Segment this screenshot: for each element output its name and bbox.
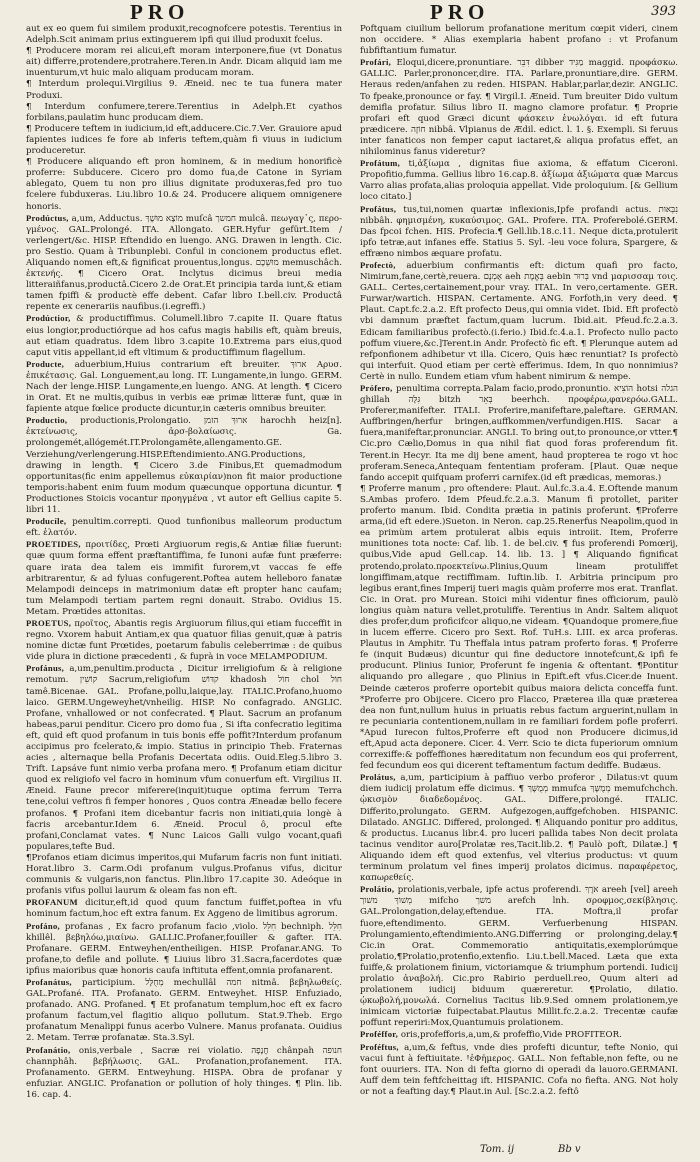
tome-label: Tom. ij bbox=[480, 1144, 515, 1155]
entry-text: ¶ Interdum prolequi.Virgilius 9. Æneid. nec te tua funera mater Produxi. bbox=[26, 79, 342, 101]
entry-headword: PROETUS, bbox=[26, 617, 72, 628]
dictionary-entry bbox=[360, 204, 678, 260]
dictionary-entry bbox=[26, 24, 342, 46]
dictionary-entry bbox=[360, 772, 678, 884]
dictionary-entry bbox=[360, 1042, 678, 1098]
page-number: 393 bbox=[651, 4, 676, 19]
entry-headword: Profáno, bbox=[26, 920, 60, 931]
entry-text: a,um,& feftus, vnde dies profefti dicuntur, tefte Nonio, qui vacui funt à feftiuitate. ꞋἐΦἡμερος. GALL. Non feftable,non fefte, ou ne font ouuriers. ITA. Non di fefta giorno di operadi da lauoro.GERMANI. Auff dem tein feftfcheittag ift. HISPANIC. Cofa no fiefta. ANG. Not holy or not a feafting day.¶ Plaut.in Aul. [Sc.2.a.2. feftô bbox=[360, 1042, 678, 1097]
entry-headword: Profánus, bbox=[26, 663, 65, 674]
header-left-guide-word: PRO bbox=[130, 0, 190, 24]
page-footer bbox=[0, 1142, 700, 1160]
dictionary-entry bbox=[26, 539, 342, 618]
entry-text: a,um, Adductus. מוֹצָא מוּשָׁךְ muſcâ חמשך mulcâ. πεωγαγ᾽ς, περο-γμένος. GAL.Prolongé. ITA. Allongato. GER.Hyfur gefürt.Item / verlengert/&c. HISP. Eftendido en luengo. ANG. Drawen in length. Cic. pro Sestio. Quam à Tribunplebi. Conful in concionem productus eflet. Aliquando nomen eft,& fignificat prouentus,longus. מוּשְׁכָם memuschâch. ἐκτενής. ¶ Cicero Orat. Inclytus dicimus breui media litteraiñfanus,productâ.Cicero 2.de Orat.Et principia tarda iunt,& etiam tamen fpiffi & productè effe debent. Cafar libro I.bell.civ. Productâ repente ex cenerariis naufibus.(i.egreffi.) bbox=[26, 213, 342, 313]
entry-text: aduerbium confirmantis eft: dictum quafi pro facto, Nimirum,fane,certè,reuera. אָמְנָם aeh בְּאֱמֶת aebin בְּרוּר vnd μαρισσαμ τοις. GALL. Certes,certainement,pour vray. ITAL. In vero,certamente. GER. Furwar/wartich. HISPAN. Certamente. ANG. Forfoth,in very deed. ¶ Plaut. Capt.fc.2.a.2. Eft profecto Deus,qui omnia videt. Ibid. Eft profectò vbi damnum præftet factum,quam lucrum. Ibid.ait. Pfeud.fc.2.a.3. Edicam familiaribus profectò.(i.ferio.) Ibid.fc.4.a.1. Profecto nullo pacto poffum viuere,&c.]Terent.in Andr. Profectò fic eft. ¶ Plerunque autem ad refponfionem adhibetur vt illa. Cicero, Quis hæc renuntiat? Is profectò qui interfuit. Quod etiam per certè efferimus. Idem, In quo nonnimius? Certè in nullo. Eundem etiam vfum habent nimirum & nempe. bbox=[360, 260, 678, 382]
entry-text: a,um,penultim.producta , Dicitur irreligiofum & à religione remotum. קוֹשִׁין Sacrum,religiofum קדּוֹשׁ khadosh חוֹל chol חוֹל tamê.Bicenae. GAL. Profane,pollu,laique,lay. ITALIC.Profano,huomo laico. GERM.Ungeweyhet/vnheilig. HISP. No confagrado. ANGLIC. Profane, vnhallowed or not confecrated. ¶ Plaut. Sacrum an profanum habeas,parui penditur. Cicero pro domo fua , Si ifta confecratio legitima eft, quid eft quod profanum in tuis bonis effe poffit?Interdum profanum accipimus pro fcelerato,& impio. Statius in principio Theb. Fraternas acies , alternaque bella Profanis Decertata odiis. Ouid.Eleg.5.libro 3. Trift. Lapsáve funt nimio verba profana mero. ¶ Profanum etiam dicitur quod ex religiofo vel facro in hominum vfum conuerfum eft. Virgilius II. Æneid. Faune precor miferere(inquit)tuque optima ferrum Terra tene,colui veftros fi femper honores , Quos contra Æneadæ bello fecere profanos. ¶ Profani item dicebantur facris non initiati,quia longè à facris arcebantur.Idem 6. Æneid. Procul ô, procul efte profani,Conclamat vates. ¶ Nunc Laicos Galli vulgo vocant,quafi populares,tefte Bud. bbox=[26, 664, 342, 852]
dictionary-entry bbox=[360, 158, 678, 203]
entry-text: ti,ἀξίωμα , dignitas fiue axioma, & effatum Ciceroni. Propofitio,fumma. Gellius libro 16.cap.8. ἀξίωμα ἀξιώματα quæ Marcus Varro alias profata,alias proloquia appellat. Vide proloquium. [& Gellium loco citato.] bbox=[360, 159, 678, 203]
entry-headword: Productio, bbox=[26, 415, 68, 426]
dictionary-entry bbox=[26, 313, 342, 358]
entry-headword: Profátus, bbox=[360, 203, 397, 214]
entry-headword: PROETIDES, bbox=[26, 539, 81, 550]
entry-text: ¶Profanos etiam dicimus imperitos,qui Mufarum facris non funt initiati. Horat.libro 3. Carm.Odi profanum vulgus.Profanus vifus, dicitur communis & vulgaris,non fanctus. Plin.libro 17.capite 30. Adeóque in profanis vifus pollui laurum & oleam fas non eft. bbox=[26, 852, 342, 897]
entry-text: a,um, participium à paffiuo verbo proferor , Dilatus:vt quum diem iudicij prolatum effe dicimus. ¶ מְמֻשָּׁךְ mmufca מְמֻשָּׁךְ memufchchch. ᾠκισμὸν διαδεδομένος. GAL. Differe,prolongé. ITALIC. Differito,prolungato. GERM. Aufgezogen,auffgefchoben. HISPANIC. Dilatado. ANGLIC. Differed, prolonged. ¶ Aliquando ponitur pro additus, & productus. Lucanus libr.4. pro luceri pallida tabes Non decit prolata tacinus venditor auro[Prolatæ res,Tacit.lib.2. ¶ Paulò poft, Dilatæ.] ¶ Aliquando idem eft quod extenfus, vel vlterius productus: vt quum terminum prolatum vel fines imperij prolatos dicimus. παραφέρετος, καπωρεθείς. bbox=[360, 773, 678, 884]
dictionary-entry bbox=[360, 1029, 678, 1041]
entry-text: aut ex eo quem fui similem produxit,recognofcere potestis. Terentius in Adelph.Scit animam prius extinguerem ipfi qui illud produxit fcelus. bbox=[26, 24, 342, 46]
entry-text: προιτίδες, Prœti Argiuorum regis,& Antiæ filiæ fuerunt: quæ quum forma effent præftantiffima, fe Iunoni aufæ funt præferre: quare irata dea talem eis immifit furorem,vt vaccas fe effe arbitrarentur, & ad fyluas confugerent.Poftea autem helleboro fanatæ Melampodi deinceps in matrimonium datæ eft propter hanc caufam; tum Melampodi tertiam partem regni donauit. Strabo. Ovidius 15. Metam. Prœtides attonitas. bbox=[26, 540, 342, 617]
left-column bbox=[26, 24, 342, 1140]
dictionary-entry bbox=[360, 884, 678, 1029]
entry-text: ¶ Interdum confumere,terere.Terentius in Adelph.Et cyathos forbilans,paulatim hunc producam diem. bbox=[26, 101, 342, 123]
dictionary-entry bbox=[360, 24, 678, 57]
dictionary-entry bbox=[360, 383, 678, 484]
dictionary-entry bbox=[26, 213, 342, 314]
entry-text: ¶ Proferre manum , pro oftendere: Plaut. Aul.fc.3.a.4. E.Oftende manum S.Ambas profero. Idem Pfeud.fc.2.a.3. Manum fi protollet, pariter proferto manum. Ibid. Condita prætia in patinis proferunt. ¶Proferre arma,(id eft edere.)Sueton. in Neron. cap.25.Renerfus Neapolim,quod in ea primùm artem protulerat albis equis introiit. Item, Proferre munitiones tota nocte: Caf. lib. 1. de bel.civ. ¶ fus proferendi Pomœrij, quibus,Vide apud Gell.cap. 14. lib. 13. ] ¶ Aliquando fignificat protendo,prolato.προεκτείνω.Plinius,Quum lineam protuliffet longiffimam,atque rectiffimam. Iuftin.lib. I. Arbitria principum pro legibus erant,fines Imperij tueri magis quàm proferre mos erat. Tranflat. Cic. in Orat. pro Murean. Stoici mihi videntur fines officiorum, paulò longius quàm natura vellet,protuliffe. Terentius in Andr. Saltem aliquot dies profer,dum proficifcor aliquo,ne videam. ¶Quandoque promere,fiue in lucem efferre. Cicero pro Sext. Rof. TuH.s. LIII. ex arca proferas. Plautus in Amphitr. Tu Theffala intus patram proferto foras. ¶ Proferre fe (inquit Budæus) dicuntur qui fine deductore innotefcunt,& ipfi fe producunt. Plinius Iunior, Proferunt fe ingenia & oftentant. ¶Pontitur aliquando pro allegare , quo Plinius in Epift.eft vfus.Cicer.de Inuent. Deinde cæteros proferre oportebit quibus maiora delicta conceffa funt. *Proferre pro Obijcere. Cicero pro Flacco, Præterea illa quæ præterea dea non funt,nullum huius in priuatis rebus factum arguerint,nullam in re pecuniaria contentionem,nullam in re familiari fordem pofle proferri. *Apud Iurecon fultos,Proferre eft quod non Producere dicimus,id eft,Apud acta deponere. Cicer. 4. Verr. Scio te dicta fuperiorum omnium correxiffe:& poffeffiones hæreditatum non fecundum eos qui proferrent, fed fecundum eos qui dicerent teftamentum factum dediffe. Budæus. bbox=[360, 483, 678, 772]
dictionary-entry bbox=[26, 1045, 342, 1101]
dictionary-entry bbox=[26, 359, 342, 415]
entry-text: dicitur,eft,id quod quum fanctum fuiffet,poftea in vfu hominum factum,hoc eft extra fanum. Ex Aggeno de limitibus agrorum. bbox=[26, 898, 342, 920]
dictionary-entry bbox=[26, 853, 342, 897]
entry-text: Poftquam ciuilium bellorum profanatione meritum cœpit videri, cinem non occidere. * Alias exemplaria habent profano : vt Profanum fubfiftantium fumatur. bbox=[360, 24, 678, 57]
entry-headword: Producíle, bbox=[26, 516, 67, 527]
entry-headword: PROFANUM bbox=[26, 897, 78, 908]
entry-headword: Prolátus, bbox=[360, 772, 396, 783]
entry-text: ¶ Producere teftem in iudicium,id eft,adducere.Cic.7.Ver. Grauiore apud fapientes iudices fe fore ab inferis teftem,quàm fi viuus in iudicium produceretur. bbox=[26, 123, 342, 157]
entry-headword: Prolátio, bbox=[360, 884, 395, 895]
entry-text: penultim.correpti. Quod tunfionibus malleorum productum eft. ἐλατόν. bbox=[26, 517, 342, 539]
entry-headword: Profátum, bbox=[360, 158, 401, 169]
entry-headword: Profanátio, bbox=[26, 1044, 71, 1055]
entry-text: penultima correpta.Palam facio,prodo,pronuntio. הוֹצִיא hotsi הגלה ghillah גִּלָּה bitzh בְּאֵר beerhch. προφέρω,φανερόω.GALL. Proferer,manifefter. ITALI. Proferire,manifeftare,paleftare. GERMAN. Auffbringen/herfur bringen,auffkommen/verfundigen.HIS. Sacar a fuera,manifeftar,pronunciar. ANGLI. To bring out,to pronounce,or vtter.¶ Cic.pro Cælio,Domus in qua nihil fiat quod foras proferendum fit. Terent.in Hecyr. Ita me dij bene ament, haud propterea te rogo vt hoc proferam.Seneca,Antequam fententiam proferam. [Plaut. Quæ neque fando accepit quifquam proferri carnifex.(id eft prædicas, memoras.) bbox=[360, 384, 678, 483]
dictionary-entry bbox=[26, 46, 342, 79]
right-column bbox=[360, 24, 678, 1140]
entry-text: oris,profefforis,a,um,& profeffio,Vide PROFITEOR. bbox=[400, 1030, 622, 1041]
entry-headword: Proféffor, bbox=[360, 1029, 399, 1040]
entry-text: onis,verbale , Sacræ rei violatio. חֲנָפָה chânpah חנופה channphâh. βεβήλωσις. GAL. Profanation,profanement. ITA. Profanamento. GERM. Entweyhung. HISPA. Obra de profanar y enfuziar. ANGLIC. Profanation or pollution of holy thinges. ¶ Plin. lib. 16. cap. 4. bbox=[26, 1045, 342, 1100]
entry-text: prolationis,verbale, ipfe actus proferendi. אֹרֶךְ areeh [vel] areeh מְשׁוֹךְ משׁוך mifcho משׁך arefch lnh. σροφμος,σεκίβλησις. GAL.Prolongation,delay,eftendue. ITA. Moftra,il profar fuore,eftendimento. GERM. Verfuerbenung HISPAN. Prolungamiento,eftendimiento.ANG.Differring or prolonging,delay.¶ Cic.in Orat. Commemoratio antiquitatis,exemplorúmque prolatio,¶Prolatio,protenfio,extenfio. Liu.t.bell.Maced. Læta que exta fuiffe,& prolationem finium, victoriamque & triumphum portendi. Iudicij prolatio ἀναβολή. Cic.pro Rabirio perduell.reo, Quum alteri ad prolationem iudicij biduum quæreretur. ¶Prolatio, dilatio. ᾠκωβολή,μονωλά. Cornelius Tacitus lib.9.Sed omnem prolationem,ye inimicam victoriæ fuipectabat.Plautus Millit.fc.2.a.2. Trecentæ caufæ poffunt reperiri:Mox,Quantumuis prolationem. bbox=[360, 885, 678, 1029]
signature-mark: Bb v bbox=[558, 1144, 581, 1155]
running-header bbox=[0, 0, 700, 24]
entry-headword: Profári, bbox=[360, 57, 392, 68]
dictionary-entry bbox=[26, 618, 342, 663]
entry-headword: Prodúctus, bbox=[26, 212, 69, 223]
dictionary-entry bbox=[26, 157, 342, 212]
entry-text: tus,tui,nomen quartæ inflexionis,Ipfe profandi actus. נִבְּאוּת nibbâh. φημισμένη, κυκαύσιμος. GAL. Profere. ITA. Proferebolé.GERM. Das fpcoi fchen. HIS. Profecia.¶ Gell.lib.18.c.11. Neque dicta,protulerit ipfo tetræ,aut infanes effe. Statius 5. Syl. -leu voce folura, Spargere, & effræno nimbos æquare profatu. bbox=[360, 204, 678, 259]
dictionary-entry bbox=[360, 484, 678, 772]
entry-headword: Prodúctior, bbox=[26, 313, 71, 324]
dictionary-entry bbox=[26, 79, 342, 101]
dictionary-entry bbox=[26, 921, 342, 977]
entry-text: προῖτος, Abantis regis Argiuorum filius,qui etiam fucceffit in regno. Vxorem habuit Antiam,ex qua quatuor filias genuit,quæ à patris nomine dictæ funt Prœtides, poetarum fabulis celeberrimæ : de quibus vide plura in dictione præcedenti , & fuprà in voce MELAMPODIUM. bbox=[26, 618, 342, 663]
dictionary-entry bbox=[360, 57, 678, 158]
entry-text: & productiffimus. Columell.libro 7.capite II. Quare ftatus eius longior,productiórque ad hos cafus magis habilis eft, quàm breuis, aut etiam quadratus. Idem libro 3.capite 10.Extrema pars eius,quod caput vitis appellant,id eft vltimum & productiffimum flagellum. bbox=[26, 314, 342, 358]
dictionary-entry bbox=[26, 897, 342, 920]
entry-headword: Prófero, bbox=[360, 383, 393, 393]
dictionary-entry bbox=[26, 516, 342, 539]
entry-headword: Proféftus, bbox=[360, 1041, 399, 1052]
entry-text: participium. מְחֻלָּל mechullâl חמה nitmâ. βεβηλωθείς. GAL.Profané. ITA. Profanato. GERM. Entweyhet. HISP. Enfuziado, profanado. ANG. Profaned. ¶ Et profanatum templum,hoc eft ex facro profanum factum,vel flagitio aliquo pollutum. Stat.9.Theb. Ergo profanatum Menalippi funus acerbo Vulnere. Manus profanata. Ouidius 2. Metam. Terræ profanatæ. Sta.3.Syl. bbox=[26, 977, 342, 1044]
entry-text: productionis,Prolongatio. ארוּךְ הזמן harochh heiz[n]. ἐκτείνωσις, ἀρσ-βολαίωσις. Ga. prolongemét,allógemét.IT.Prolongamête,allengamento.GE. Verziehung/verlengerung.HISP.Eftendimiento.ANG.Productions, drawing in length. ¶ Cicero 3.de Finibus,Et quemadmodum opportunitas(fic enim appellemus εὐκαιρίαν)non fit maior productione temporis:habent enim fuum modum quæcunque opportuna dicuntur. ¶ Productiones Stoicis vocantur προηγμένα , vt autor eft Gellius capite 5. libri 11. bbox=[26, 416, 342, 516]
dictionary-entry bbox=[360, 260, 678, 383]
dictionary-entry bbox=[26, 415, 342, 516]
dictionary-entry bbox=[26, 124, 342, 157]
dictionary-entry bbox=[26, 102, 342, 124]
entry-headword: Producte, bbox=[26, 358, 65, 369]
header-right-guide-word: PRO bbox=[430, 0, 490, 24]
entry-headword: Profanátus, bbox=[26, 976, 72, 987]
dictionary-entry bbox=[26, 663, 342, 853]
dictionary-entry bbox=[26, 977, 342, 1045]
entry-text: ¶ Producere aliquando eft pron hominem, & in medium honorificè proferre: Subducere. Cicero pro domo fua,de Catone in Syriam ablegato, Quem tu non pro illius dignitate produxeras,fed pro tuo fcelere fubduxeras. Liu.libro 10.& 24. Producere aliquem omnigenere honoris. bbox=[26, 157, 342, 212]
entry-text: Eloqui,dicere,pronuntiare. דִּבֵּר dibber מַגִּיד maggid. προφάσκω. GALLIC. Parler,prononcer,dire. ITA. Parlare,pronuntiare,dire. GERM. Heraus reden/anfahen zu reden. HISPAN. Hablar,parlar,dezir. ANGLIC. To fpeake,pronounce or fay. ¶ Virgil.I. Æneid. Tum breuiter Dido vultum demifla profatur. Silius libro II. magno clamore profatur. ¶ Proprie profari eft quod Græci dicunt φάσκειν ἐνωλόγαι. id eft futura prædicere. חוֹזֶה nibbâ. Vlpianus de Ædil. edict. l. 1. §. Exempli. Si feruus inter fanaticos non femper caput iactaret,& aliqua profatus effet, an nihilominus fanus videretur? bbox=[360, 58, 678, 158]
entry-text: profanas , Ex facro profanum facio ,violo. חִלֵּל bechniph. חִלֵּל khillêl. βεβηλόω,μιαίνω. GALLIC.Profaner,fouiller & gafter. ITA. Profanare. GERM. Entweyhen/entheiligen. HISP. Profanar.ANG. To profane,to defile and pollute. ¶ Liuius libro 31.Sacra,facerdotes quæ ipfius maioribus quæ honoris caufa inftituta effent,omnia profanarent. bbox=[26, 921, 342, 976]
entry-text: aduerbium,Huius contrarium eft breuiter. ארוּךְ Αρυσ. ἐπικέτασις. Gal. Longuement,au long. IT. Lungamente,in lungo. GERM. Nach der lenge.HISP. Lungamente,en luengo. ANG. At length. ¶ Cicero in Orat. Et ne multis,quibus in verbis eæ primæ litteræ funt, quæ in fapiente atque fœlice producte dicuntur,in cæteris omnibus breuiter. bbox=[26, 359, 342, 415]
entry-text: ¶ Producere moram rei alicui,eft moram interponere,fiue (vt Donatus ait) differre,protendere,protrahere.Teren.in Andr. Dicam aliquid iam me inuenturum,vt huic malo aliquam producam moram. bbox=[26, 46, 342, 79]
entry-headword: Profectò, bbox=[360, 259, 396, 270]
